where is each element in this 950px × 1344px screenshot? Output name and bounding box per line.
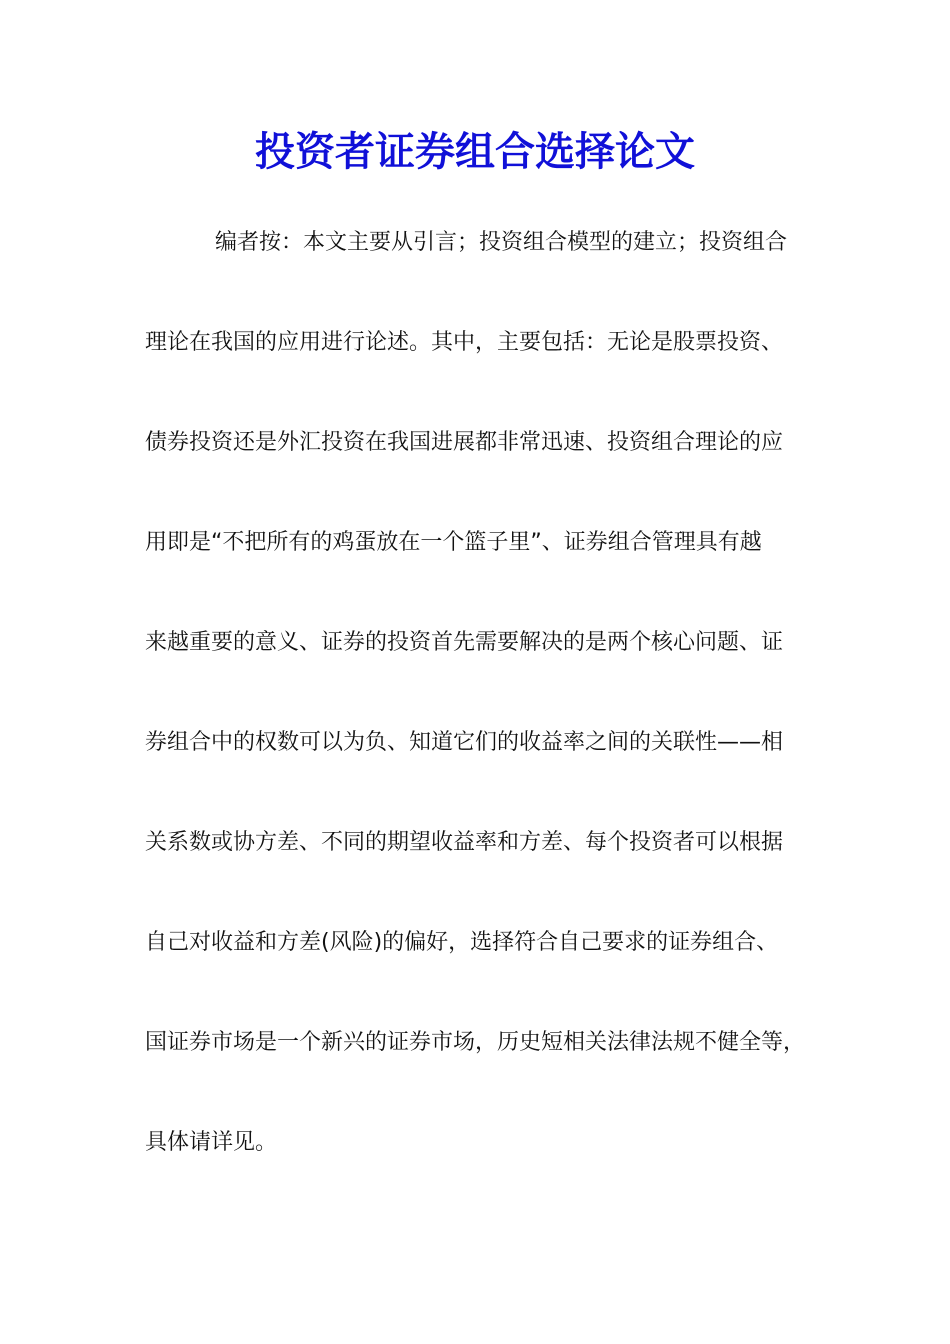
paragraph-line-6: 券组合中的权数可以为负、知道它们的收益率之间的关联性——相 bbox=[145, 730, 784, 755]
paragraph-line-5: 来越重要的意义、证券的投资首先需要解决的是两个核心问题、证 bbox=[145, 630, 784, 655]
paragraph-line-2: 理论在我国的应用进行论述。其中，主要包括：无论是股票投资、 bbox=[145, 330, 784, 355]
editor-note-paragraph bbox=[145, 218, 825, 1218]
paragraph-line-1: 编者按：本文主要从引言；投资组合模型的建立；投资组合 bbox=[215, 230, 788, 255]
paragraph-line-7: 关系数或协方差、不同的期望收益率和方差、每个投资者可以根据 bbox=[145, 830, 784, 855]
paragraph-line-9: 国证券市场是一个新兴的证券市场，历史短相关法律法规不健全等， bbox=[145, 1030, 806, 1055]
document-title: 投资者证券组合选择论文 bbox=[255, 128, 695, 175]
paragraph-line-3: 债券投资还是外汇投资在我国进展都非常迅速、投资组合理论的应 bbox=[145, 430, 784, 455]
paragraph-line-10: 具体请详见。 bbox=[145, 1130, 278, 1155]
paragraph-line-4: 用即是“不把所有的鸡蛋放在一个篮子里”、证券组合管理具有越 bbox=[145, 530, 762, 555]
paragraph-line-8: 自己对收益和方差(风险)的偏好，选择符合自己要求的证券组合、 bbox=[145, 930, 779, 955]
